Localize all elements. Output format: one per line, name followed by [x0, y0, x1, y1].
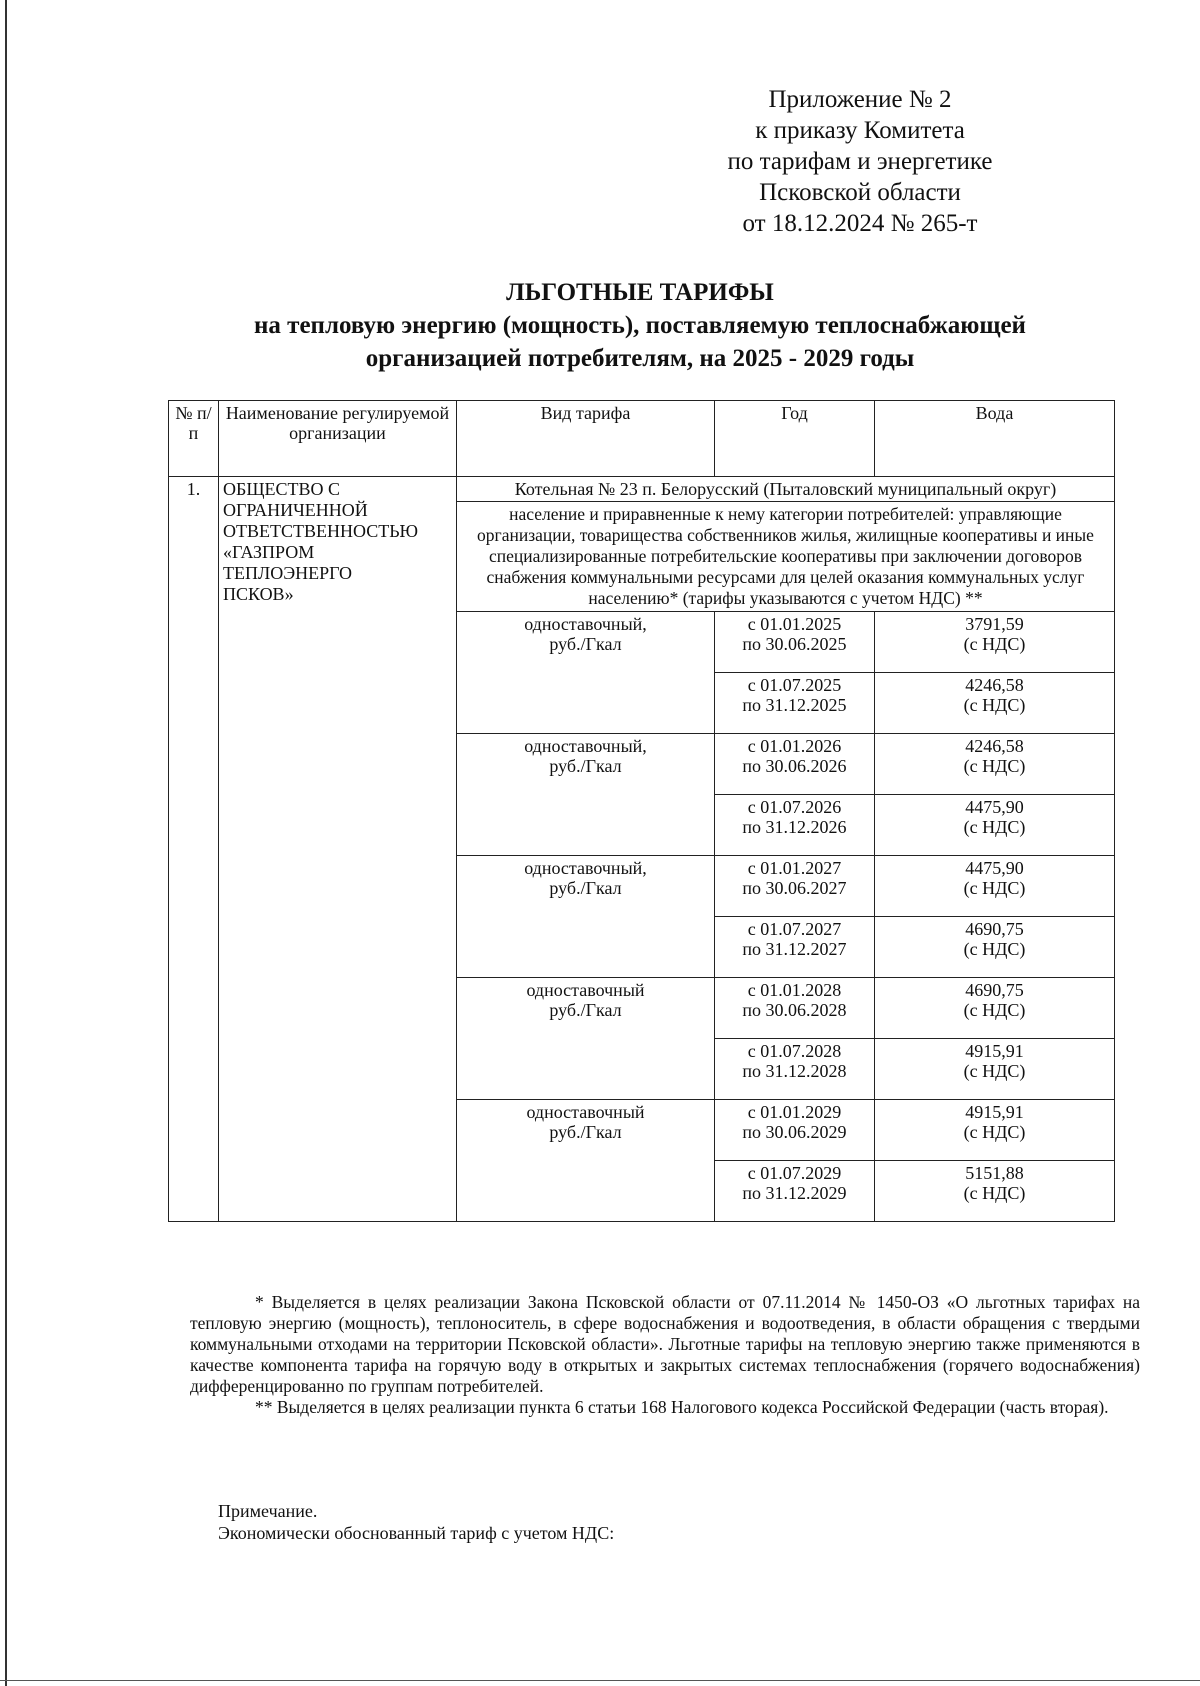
period-to: по 30.06.2025 [742, 634, 847, 654]
document-title [190, 276, 1090, 375]
remark-title: Примечание. [218, 1501, 318, 1521]
period-cell [715, 978, 875, 1039]
period-cell [715, 1161, 875, 1222]
table-header-row [169, 401, 1115, 477]
price-value: 4475,90 [965, 858, 1024, 878]
tariff-unit-line: руб./Гкал [549, 878, 622, 898]
price-vat-note: (с НДС) [963, 756, 1026, 776]
tariff-type-cell [457, 856, 715, 978]
appendix-reference [700, 84, 1020, 239]
price-value: 4246,58 [965, 675, 1024, 695]
appendix-line: к приказу Комитета [755, 117, 965, 144]
scan-edge-bottom [0, 1680, 1200, 1681]
period-from: с 01.07.2026 [747, 797, 842, 817]
appendix-line: Псковской области [759, 179, 961, 206]
organization-line: ТЕПЛОЭНЕРГО [223, 563, 353, 583]
period-to: по 31.12.2025 [742, 695, 847, 715]
price-cell [875, 734, 1115, 795]
period-to: по 30.06.2027 [742, 878, 847, 898]
tariff-type-cell [457, 734, 715, 856]
remark-block [218, 1500, 614, 1544]
tariff-type-line: одноставочный [526, 980, 645, 1000]
price-cell [875, 612, 1115, 673]
tariff-type-cell [457, 978, 715, 1100]
period-cell [715, 795, 875, 856]
period-to: по 31.12.2026 [742, 817, 847, 837]
tariff-unit-line: руб./Гкал [549, 1122, 622, 1142]
price-cell [875, 856, 1115, 917]
price-value: 3791,59 [965, 614, 1024, 634]
tariff-type-line: одноставочный, [524, 614, 647, 634]
header-organization: Наименование регулируемой организации [219, 401, 457, 477]
tariff-type-line: одноставочный, [524, 736, 647, 756]
organization-line: «ГАЗПРОМ [223, 542, 315, 562]
period-from: с 01.01.2027 [747, 858, 842, 878]
appendix-line: от 18.12.2024 № 265-т [742, 210, 978, 237]
period-cell [715, 734, 875, 795]
appendix-line: по тарифам и энергетике [727, 148, 993, 175]
period-cell [715, 612, 875, 673]
footnote-1: * Выделяется в целях реализации Закона Псковской области от 07.11.2014 № 1450-ОЗ «О льготных тарифах на тепловую энергию (мощность), теплоноситель, в сфере водоснабжения и водоотведения, в области обращения с твердыми коммунальными отходами на территории Псковской области». Льготные тарифы на тепловую энергию также применяются в качестве компонента тарифа на горячую воду в открытых и закрытых системах теплоснабжения (горячего водоснабжения) дифференцированно по группам потребителей. [190, 1292, 1140, 1396]
price-value: 4915,91 [965, 1102, 1024, 1122]
boiler-row [169, 477, 1115, 502]
period-cell [715, 917, 875, 978]
price-vat-note: (с НДС) [963, 1122, 1026, 1142]
period-cell [715, 1100, 875, 1161]
scan-edge-left [5, 0, 7, 1686]
period-to: по 30.06.2028 [742, 1000, 847, 1020]
period-from: с 01.01.2025 [747, 614, 842, 634]
price-cell [875, 795, 1115, 856]
period-from: с 01.07.2028 [747, 1041, 842, 1061]
organization-line: ПСКОВ» [223, 584, 294, 604]
appendix-line: Приложение № 2 [768, 86, 952, 113]
header-number: № п/п [169, 401, 219, 477]
price-value: 5151,88 [965, 1163, 1024, 1183]
boiler-house: Котельная № 23 п. Белорусский (Пыталовский муниципальный округ) [457, 477, 1115, 502]
tariff-unit-line: руб./Гкал [549, 634, 622, 654]
period-cell [715, 1039, 875, 1100]
price-vat-note: (с НДС) [963, 695, 1026, 715]
tariff-table [168, 400, 1115, 1222]
period-from: с 01.07.2027 [747, 919, 842, 939]
period-from: с 01.07.2025 [747, 675, 842, 695]
period-to: по 31.12.2029 [742, 1183, 847, 1203]
price-value: 4475,90 [965, 797, 1024, 817]
price-vat-note: (с НДС) [963, 634, 1026, 654]
price-vat-note: (с НДС) [963, 817, 1026, 837]
price-vat-note: (с НДС) [963, 1000, 1026, 1020]
row-number: 1. [169, 477, 219, 1222]
tariff-type-cell [457, 612, 715, 734]
tariff-unit-line: руб./Гкал [549, 1000, 622, 1020]
period-cell [715, 856, 875, 917]
price-vat-note: (с НДС) [963, 1061, 1026, 1081]
price-value: 4246,58 [965, 736, 1024, 756]
price-cell [875, 1039, 1115, 1100]
organization-line: ОБЩЕСТВО С [223, 479, 340, 499]
title-line: ЛЬГОТНЫЕ ТАРИФЫ [506, 279, 774, 306]
period-from: с 01.01.2028 [747, 980, 842, 1000]
remark-text: Экономически обоснованный тариф с учетом НДС: [218, 1523, 615, 1543]
price-cell [875, 917, 1115, 978]
tariff-unit-line: руб./Гкал [549, 756, 622, 776]
tariff-type-line: одноставочный, [524, 858, 647, 878]
title-line: организацией потребителям, на 2025 - 2029 годы [365, 345, 915, 372]
header-tariff-type: Вид тарифа [457, 401, 715, 477]
period-from: с 01.07.2029 [747, 1163, 842, 1183]
price-value: 4690,75 [965, 919, 1024, 939]
price-cell [875, 673, 1115, 734]
footnote-2: ** Выделяется в целях реализации пункта 6 статьи 168 Налогового кодекса Российской Федерации (часть вторая). [255, 1397, 1109, 1417]
period-to: по 31.12.2028 [742, 1061, 847, 1081]
header-water: Вода [875, 401, 1115, 477]
price-vat-note: (с НДС) [963, 1183, 1026, 1203]
price-vat-note: (с НДС) [963, 939, 1026, 959]
tariff-type-line: одноставочный [526, 1102, 645, 1122]
organization-line: ОТВЕТСТВЕННОСТЬЮ [223, 521, 419, 541]
price-cell [875, 978, 1115, 1039]
period-from: с 01.01.2026 [747, 736, 842, 756]
price-value: 4915,91 [965, 1041, 1024, 1061]
price-cell [875, 1161, 1115, 1222]
period-from: с 01.01.2029 [747, 1102, 842, 1122]
period-to: по 30.06.2029 [742, 1122, 847, 1142]
footnotes [190, 1292, 1140, 1418]
organization-line: ОГРАНИЧЕННОЙ [223, 500, 368, 520]
tariff-type-cell [457, 1100, 715, 1222]
price-vat-note: (с НДС) [963, 878, 1026, 898]
period-to: по 30.06.2026 [742, 756, 847, 776]
header-year: Год [715, 401, 875, 477]
consumer-category: население и приравненные к нему категории потребителей: управляющие организации, товарищества собственников жилья, жилищные кооперативы и иные специализированные потребительские кооперативы при заключении договоров снабжения коммунальными ресурсами для целей оказания коммунальных услуг населению* (тарифы указываются с учетом НДС) ** [457, 502, 1115, 612]
organization-name [219, 477, 457, 1222]
price-value: 4690,75 [965, 980, 1024, 1000]
period-cell [715, 673, 875, 734]
price-cell [875, 1100, 1115, 1161]
title-line: на тепловую энергию (мощность), поставляемую теплоснабжающей [254, 312, 1026, 339]
period-to: по 31.12.2027 [742, 939, 847, 959]
